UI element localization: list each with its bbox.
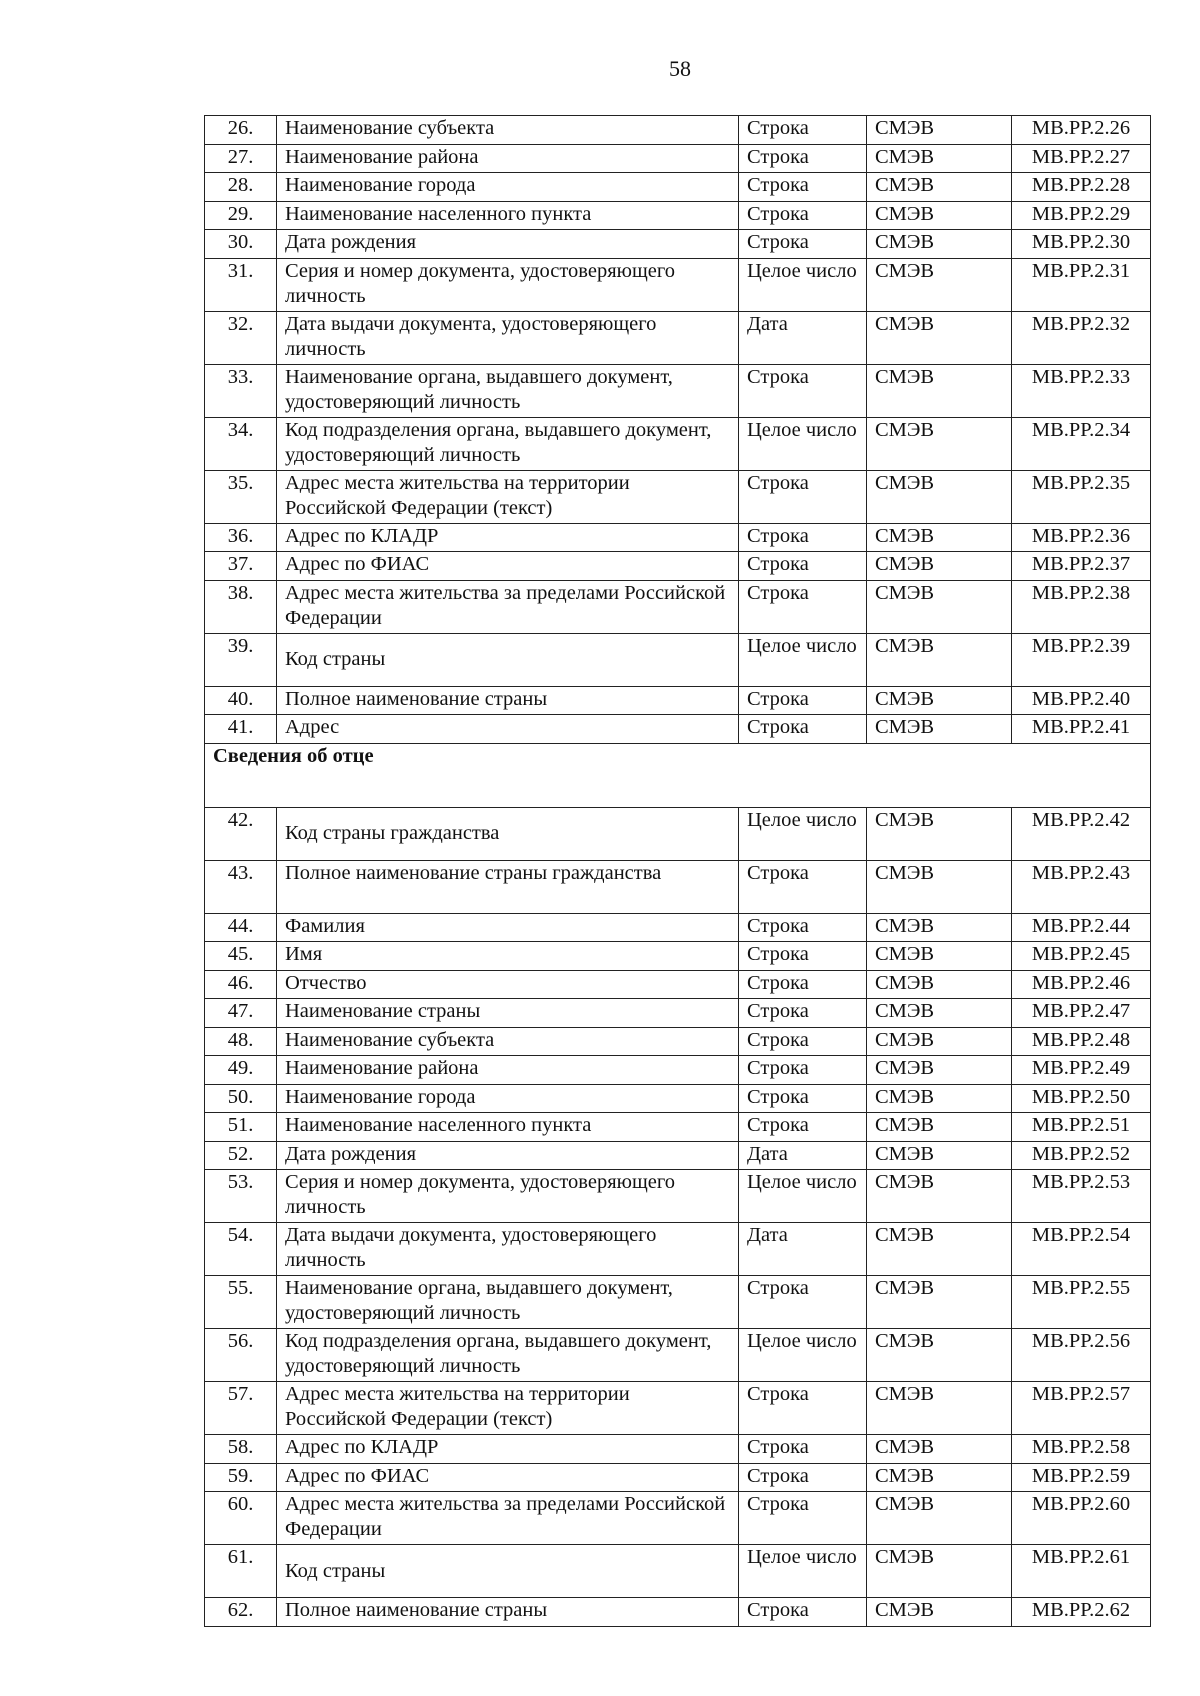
field-source: СМЭВ bbox=[867, 860, 1012, 913]
field-type: Строка bbox=[739, 364, 867, 417]
row-number: 39. bbox=[205, 633, 277, 686]
field-code: МВ.РР.2.27 bbox=[1012, 144, 1151, 173]
field-code: МВ.РР.2.56 bbox=[1012, 1329, 1151, 1382]
table-row bbox=[205, 201, 1151, 230]
field-code: МВ.РР.2.48 bbox=[1012, 1027, 1151, 1056]
field-source: СМЭВ bbox=[867, 1463, 1012, 1492]
field-code: МВ.РР.2.51 bbox=[1012, 1113, 1151, 1142]
table-row bbox=[205, 1276, 1151, 1329]
field-name: Наименование населенного пункта bbox=[277, 201, 739, 230]
row-number: 27. bbox=[205, 144, 277, 173]
field-type: Строка bbox=[739, 1276, 867, 1329]
table-row bbox=[205, 1463, 1151, 1492]
field-type: Строка bbox=[739, 1598, 867, 1627]
field-type: Дата bbox=[739, 1223, 867, 1276]
field-code: МВ.РР.2.52 bbox=[1012, 1141, 1151, 1170]
table-row bbox=[205, 230, 1151, 259]
field-name: Код страны гражданства bbox=[277, 807, 739, 860]
field-source: СМЭВ bbox=[867, 686, 1012, 715]
field-code: МВ.РР.2.32 bbox=[1012, 311, 1151, 364]
table-row bbox=[205, 1598, 1151, 1627]
field-code: МВ.РР.2.46 bbox=[1012, 970, 1151, 999]
field-code: МВ.РР.2.49 bbox=[1012, 1056, 1151, 1085]
table-row bbox=[205, 633, 1151, 686]
field-name: Адрес по КЛАДР bbox=[277, 523, 739, 552]
data-fields-table bbox=[204, 115, 1151, 1627]
field-source: СМЭВ bbox=[867, 311, 1012, 364]
field-type: Строка bbox=[739, 715, 867, 744]
row-number: 38. bbox=[205, 580, 277, 633]
field-code: МВ.РР.2.45 bbox=[1012, 942, 1151, 971]
field-name: Наименование органа, выдавшего документ, удостоверяющий личность bbox=[277, 1276, 739, 1329]
row-number: 53. bbox=[205, 1170, 277, 1223]
field-code: МВ.РР.2.50 bbox=[1012, 1084, 1151, 1113]
field-type: Строка bbox=[739, 1027, 867, 1056]
field-code: МВ.РР.2.62 bbox=[1012, 1598, 1151, 1627]
field-type: Целое число bbox=[739, 1170, 867, 1223]
field-name: Полное наименование страны гражданства bbox=[277, 860, 739, 913]
row-number: 43. bbox=[205, 860, 277, 913]
table-row bbox=[205, 715, 1151, 744]
field-code: МВ.РР.2.55 bbox=[1012, 1276, 1151, 1329]
field-source: СМЭВ bbox=[867, 1084, 1012, 1113]
row-number: 62. bbox=[205, 1598, 277, 1627]
field-code: МВ.РР.2.26 bbox=[1012, 116, 1151, 145]
field-type: Строка bbox=[739, 1435, 867, 1464]
table-row bbox=[205, 942, 1151, 971]
field-source: СМЭВ bbox=[867, 201, 1012, 230]
field-source: СМЭВ bbox=[867, 470, 1012, 523]
table-row bbox=[205, 173, 1151, 202]
field-code: МВ.РР.2.34 bbox=[1012, 417, 1151, 470]
field-type: Строка bbox=[739, 1463, 867, 1492]
table-row bbox=[205, 970, 1151, 999]
table-row bbox=[205, 552, 1151, 581]
table-row bbox=[205, 1056, 1151, 1085]
row-number: 48. bbox=[205, 1027, 277, 1056]
table-row bbox=[205, 364, 1151, 417]
row-number: 50. bbox=[205, 1084, 277, 1113]
table-row bbox=[205, 807, 1151, 860]
field-type: Строка bbox=[739, 1113, 867, 1142]
row-number: 40. bbox=[205, 686, 277, 715]
field-source: СМЭВ bbox=[867, 1435, 1012, 1464]
field-type: Целое число bbox=[739, 1545, 867, 1598]
field-name: Наименование населенного пункта bbox=[277, 1113, 739, 1142]
field-source: СМЭВ bbox=[867, 230, 1012, 259]
field-source: СМЭВ bbox=[867, 1113, 1012, 1142]
field-source: СМЭВ bbox=[867, 1027, 1012, 1056]
field-code: МВ.РР.2.30 bbox=[1012, 230, 1151, 259]
field-name: Дата выдачи документа, удостоверяющего личность bbox=[277, 311, 739, 364]
field-name: Код страны bbox=[277, 1545, 739, 1598]
row-number: 54. bbox=[205, 1223, 277, 1276]
field-code: МВ.РР.2.33 bbox=[1012, 364, 1151, 417]
field-type: Строка bbox=[739, 523, 867, 552]
field-type: Строка bbox=[739, 1056, 867, 1085]
row-number: 49. bbox=[205, 1056, 277, 1085]
field-code: МВ.РР.2.35 bbox=[1012, 470, 1151, 523]
field-source: СМЭВ bbox=[867, 173, 1012, 202]
field-type: Строка bbox=[739, 913, 867, 942]
field-type: Дата bbox=[739, 311, 867, 364]
field-source: СМЭВ bbox=[867, 1056, 1012, 1085]
field-type: Строка bbox=[739, 201, 867, 230]
field-code: МВ.РР.2.57 bbox=[1012, 1382, 1151, 1435]
row-number: 33. bbox=[205, 364, 277, 417]
table-row bbox=[205, 1435, 1151, 1464]
field-code: МВ.РР.2.53 bbox=[1012, 1170, 1151, 1223]
field-type: Строка bbox=[739, 580, 867, 633]
field-name: Адрес места жительства за пределами Российской Федерации bbox=[277, 580, 739, 633]
table-row bbox=[205, 1084, 1151, 1113]
field-name: Наименование района bbox=[277, 1056, 739, 1085]
field-code: МВ.РР.2.37 bbox=[1012, 552, 1151, 581]
row-number: 55. bbox=[205, 1276, 277, 1329]
row-number: 28. bbox=[205, 173, 277, 202]
row-number: 47. bbox=[205, 999, 277, 1028]
field-source: СМЭВ bbox=[867, 1545, 1012, 1598]
field-source: СМЭВ bbox=[867, 116, 1012, 145]
field-source: СМЭВ bbox=[867, 1492, 1012, 1545]
field-source: СМЭВ bbox=[867, 144, 1012, 173]
field-code: МВ.РР.2.60 bbox=[1012, 1492, 1151, 1545]
field-name: Наименование города bbox=[277, 1084, 739, 1113]
table-row bbox=[205, 1141, 1151, 1170]
field-type: Строка bbox=[739, 173, 867, 202]
row-number: 29. bbox=[205, 201, 277, 230]
row-number: 52. bbox=[205, 1141, 277, 1170]
field-name: Адрес по ФИАС bbox=[277, 552, 739, 581]
field-name: Полное наименование страны bbox=[277, 1598, 739, 1627]
field-type: Строка bbox=[739, 1084, 867, 1113]
field-code: МВ.РР.2.39 bbox=[1012, 633, 1151, 686]
field-code: МВ.РР.2.58 bbox=[1012, 1435, 1151, 1464]
field-name: Наименование страны bbox=[277, 999, 739, 1028]
field-type: Строка bbox=[739, 942, 867, 971]
table-row bbox=[205, 1170, 1151, 1223]
field-name: Серия и номер документа, удостоверяющего личность bbox=[277, 1170, 739, 1223]
field-name: Адрес по ФИАС bbox=[277, 1463, 739, 1492]
row-number: 37. bbox=[205, 552, 277, 581]
field-source: СМЭВ bbox=[867, 417, 1012, 470]
table-row bbox=[205, 913, 1151, 942]
table-row bbox=[205, 1329, 1151, 1382]
field-type: Целое число bbox=[739, 417, 867, 470]
table-row bbox=[205, 999, 1151, 1028]
field-name: Наименование органа, выдавшего документ, удостоверяющий личность bbox=[277, 364, 739, 417]
field-name: Серия и номер документа, удостоверяющего личность bbox=[277, 258, 739, 311]
field-name: Имя bbox=[277, 942, 739, 971]
table-row bbox=[205, 258, 1151, 311]
table-row bbox=[205, 311, 1151, 364]
field-name: Адрес bbox=[277, 715, 739, 744]
table-row bbox=[205, 1545, 1151, 1598]
field-code: МВ.РР.2.41 bbox=[1012, 715, 1151, 744]
row-number: 31. bbox=[205, 258, 277, 311]
field-name: Наименование города bbox=[277, 173, 739, 202]
field-type: Строка bbox=[739, 686, 867, 715]
row-number: 46. bbox=[205, 970, 277, 999]
field-name: Адрес по КЛАДР bbox=[277, 1435, 739, 1464]
table-row bbox=[205, 580, 1151, 633]
row-number: 58. bbox=[205, 1435, 277, 1464]
section-header-row bbox=[205, 743, 1151, 807]
field-type: Строка bbox=[739, 999, 867, 1028]
table-row bbox=[205, 860, 1151, 913]
field-code: МВ.РР.2.28 bbox=[1012, 173, 1151, 202]
field-type: Строка bbox=[739, 552, 867, 581]
table-row bbox=[205, 470, 1151, 523]
field-name: Код подразделения органа, выдавшего документ, удостоверяющий личность bbox=[277, 417, 739, 470]
field-name: Адрес места жительства на территории Российской Федерации (текст) bbox=[277, 1382, 739, 1435]
field-source: СМЭВ bbox=[867, 970, 1012, 999]
section-title: Сведения об отце bbox=[205, 743, 1151, 807]
field-name: Наименование субъекта bbox=[277, 116, 739, 145]
row-number: 26. bbox=[205, 116, 277, 145]
field-source: СМЭВ bbox=[867, 580, 1012, 633]
field-source: СМЭВ bbox=[867, 715, 1012, 744]
field-code: МВ.РР.2.42 bbox=[1012, 807, 1151, 860]
row-number: 34. bbox=[205, 417, 277, 470]
field-type: Строка bbox=[739, 1492, 867, 1545]
field-type: Целое число bbox=[739, 258, 867, 311]
row-number: 36. bbox=[205, 523, 277, 552]
field-source: СМЭВ bbox=[867, 1170, 1012, 1223]
field-code: МВ.РР.2.36 bbox=[1012, 523, 1151, 552]
field-name: Отчество bbox=[277, 970, 739, 999]
field-source: СМЭВ bbox=[867, 1276, 1012, 1329]
field-type: Строка bbox=[739, 144, 867, 173]
field-name: Код страны bbox=[277, 633, 739, 686]
field-type: Строка bbox=[739, 1382, 867, 1435]
field-name: Дата рождения bbox=[277, 1141, 739, 1170]
field-source: СМЭВ bbox=[867, 633, 1012, 686]
row-number: 32. bbox=[205, 311, 277, 364]
field-source: СМЭВ bbox=[867, 999, 1012, 1028]
row-number: 44. bbox=[205, 913, 277, 942]
row-number: 60. bbox=[205, 1492, 277, 1545]
field-type: Строка bbox=[739, 860, 867, 913]
field-source: СМЭВ bbox=[867, 913, 1012, 942]
field-name: Полное наименование страны bbox=[277, 686, 739, 715]
field-type: Целое число bbox=[739, 807, 867, 860]
field-code: МВ.РР.2.61 bbox=[1012, 1545, 1151, 1598]
row-number: 57. bbox=[205, 1382, 277, 1435]
table-row bbox=[205, 1382, 1151, 1435]
field-code: МВ.РР.2.47 bbox=[1012, 999, 1151, 1028]
field-type: Дата bbox=[739, 1141, 867, 1170]
table-row bbox=[205, 1113, 1151, 1142]
field-name: Фамилия bbox=[277, 913, 739, 942]
field-type: Целое число bbox=[739, 1329, 867, 1382]
field-code: МВ.РР.2.31 bbox=[1012, 258, 1151, 311]
row-number: 30. bbox=[205, 230, 277, 259]
table-row bbox=[205, 116, 1151, 145]
field-name: Дата выдачи документа, удостоверяющего личность bbox=[277, 1223, 739, 1276]
field-code: МВ.РР.2.29 bbox=[1012, 201, 1151, 230]
table-row bbox=[205, 144, 1151, 173]
row-number: 59. bbox=[205, 1463, 277, 1492]
field-code: МВ.РР.2.40 bbox=[1012, 686, 1151, 715]
field-code: МВ.РР.2.59 bbox=[1012, 1463, 1151, 1492]
field-source: СМЭВ bbox=[867, 1141, 1012, 1170]
field-source: СМЭВ bbox=[867, 1329, 1012, 1382]
field-name: Адрес места жительства за пределами Российской Федерации bbox=[277, 1492, 739, 1545]
field-source: СМЭВ bbox=[867, 1382, 1012, 1435]
field-source: СМЭВ bbox=[867, 1598, 1012, 1627]
field-name: Дата рождения bbox=[277, 230, 739, 259]
field-source: СМЭВ bbox=[867, 552, 1012, 581]
field-source: СМЭВ bbox=[867, 942, 1012, 971]
table-row bbox=[205, 1027, 1151, 1056]
table-row bbox=[205, 417, 1151, 470]
field-name: Код подразделения органа, выдавшего документ, удостоверяющий личность bbox=[277, 1329, 739, 1382]
field-type: Строка bbox=[739, 116, 867, 145]
table-row bbox=[205, 686, 1151, 715]
field-name: Наименование района bbox=[277, 144, 739, 173]
field-name: Адрес места жительства на территории Российской Федерации (текст) bbox=[277, 470, 739, 523]
field-code: МВ.РР.2.44 bbox=[1012, 913, 1151, 942]
table-body-before bbox=[205, 116, 1151, 744]
row-number: 35. bbox=[205, 470, 277, 523]
row-number: 41. bbox=[205, 715, 277, 744]
row-number: 56. bbox=[205, 1329, 277, 1382]
row-number: 42. bbox=[205, 807, 277, 860]
field-source: СМЭВ bbox=[867, 258, 1012, 311]
page-number: 58 bbox=[669, 56, 691, 81]
row-number: 45. bbox=[205, 942, 277, 971]
table-row bbox=[205, 523, 1151, 552]
field-code: МВ.РР.2.54 bbox=[1012, 1223, 1151, 1276]
field-source: СМЭВ bbox=[867, 1223, 1012, 1276]
field-source: СМЭВ bbox=[867, 807, 1012, 860]
field-type: Целое число bbox=[739, 633, 867, 686]
field-code: МВ.РР.2.38 bbox=[1012, 580, 1151, 633]
field-type: Строка bbox=[739, 470, 867, 523]
field-type: Строка bbox=[739, 230, 867, 259]
field-source: СМЭВ bbox=[867, 364, 1012, 417]
field-source: СМЭВ bbox=[867, 523, 1012, 552]
field-name: Наименование субъекта bbox=[277, 1027, 739, 1056]
table-row bbox=[205, 1492, 1151, 1545]
field-code: МВ.РР.2.43 bbox=[1012, 860, 1151, 913]
section-header-body bbox=[205, 743, 1151, 807]
field-type: Строка bbox=[739, 970, 867, 999]
table-row bbox=[205, 1223, 1151, 1276]
row-number: 51. bbox=[205, 1113, 277, 1142]
row-number: 61. bbox=[205, 1545, 277, 1598]
table-body-after bbox=[205, 807, 1151, 1626]
